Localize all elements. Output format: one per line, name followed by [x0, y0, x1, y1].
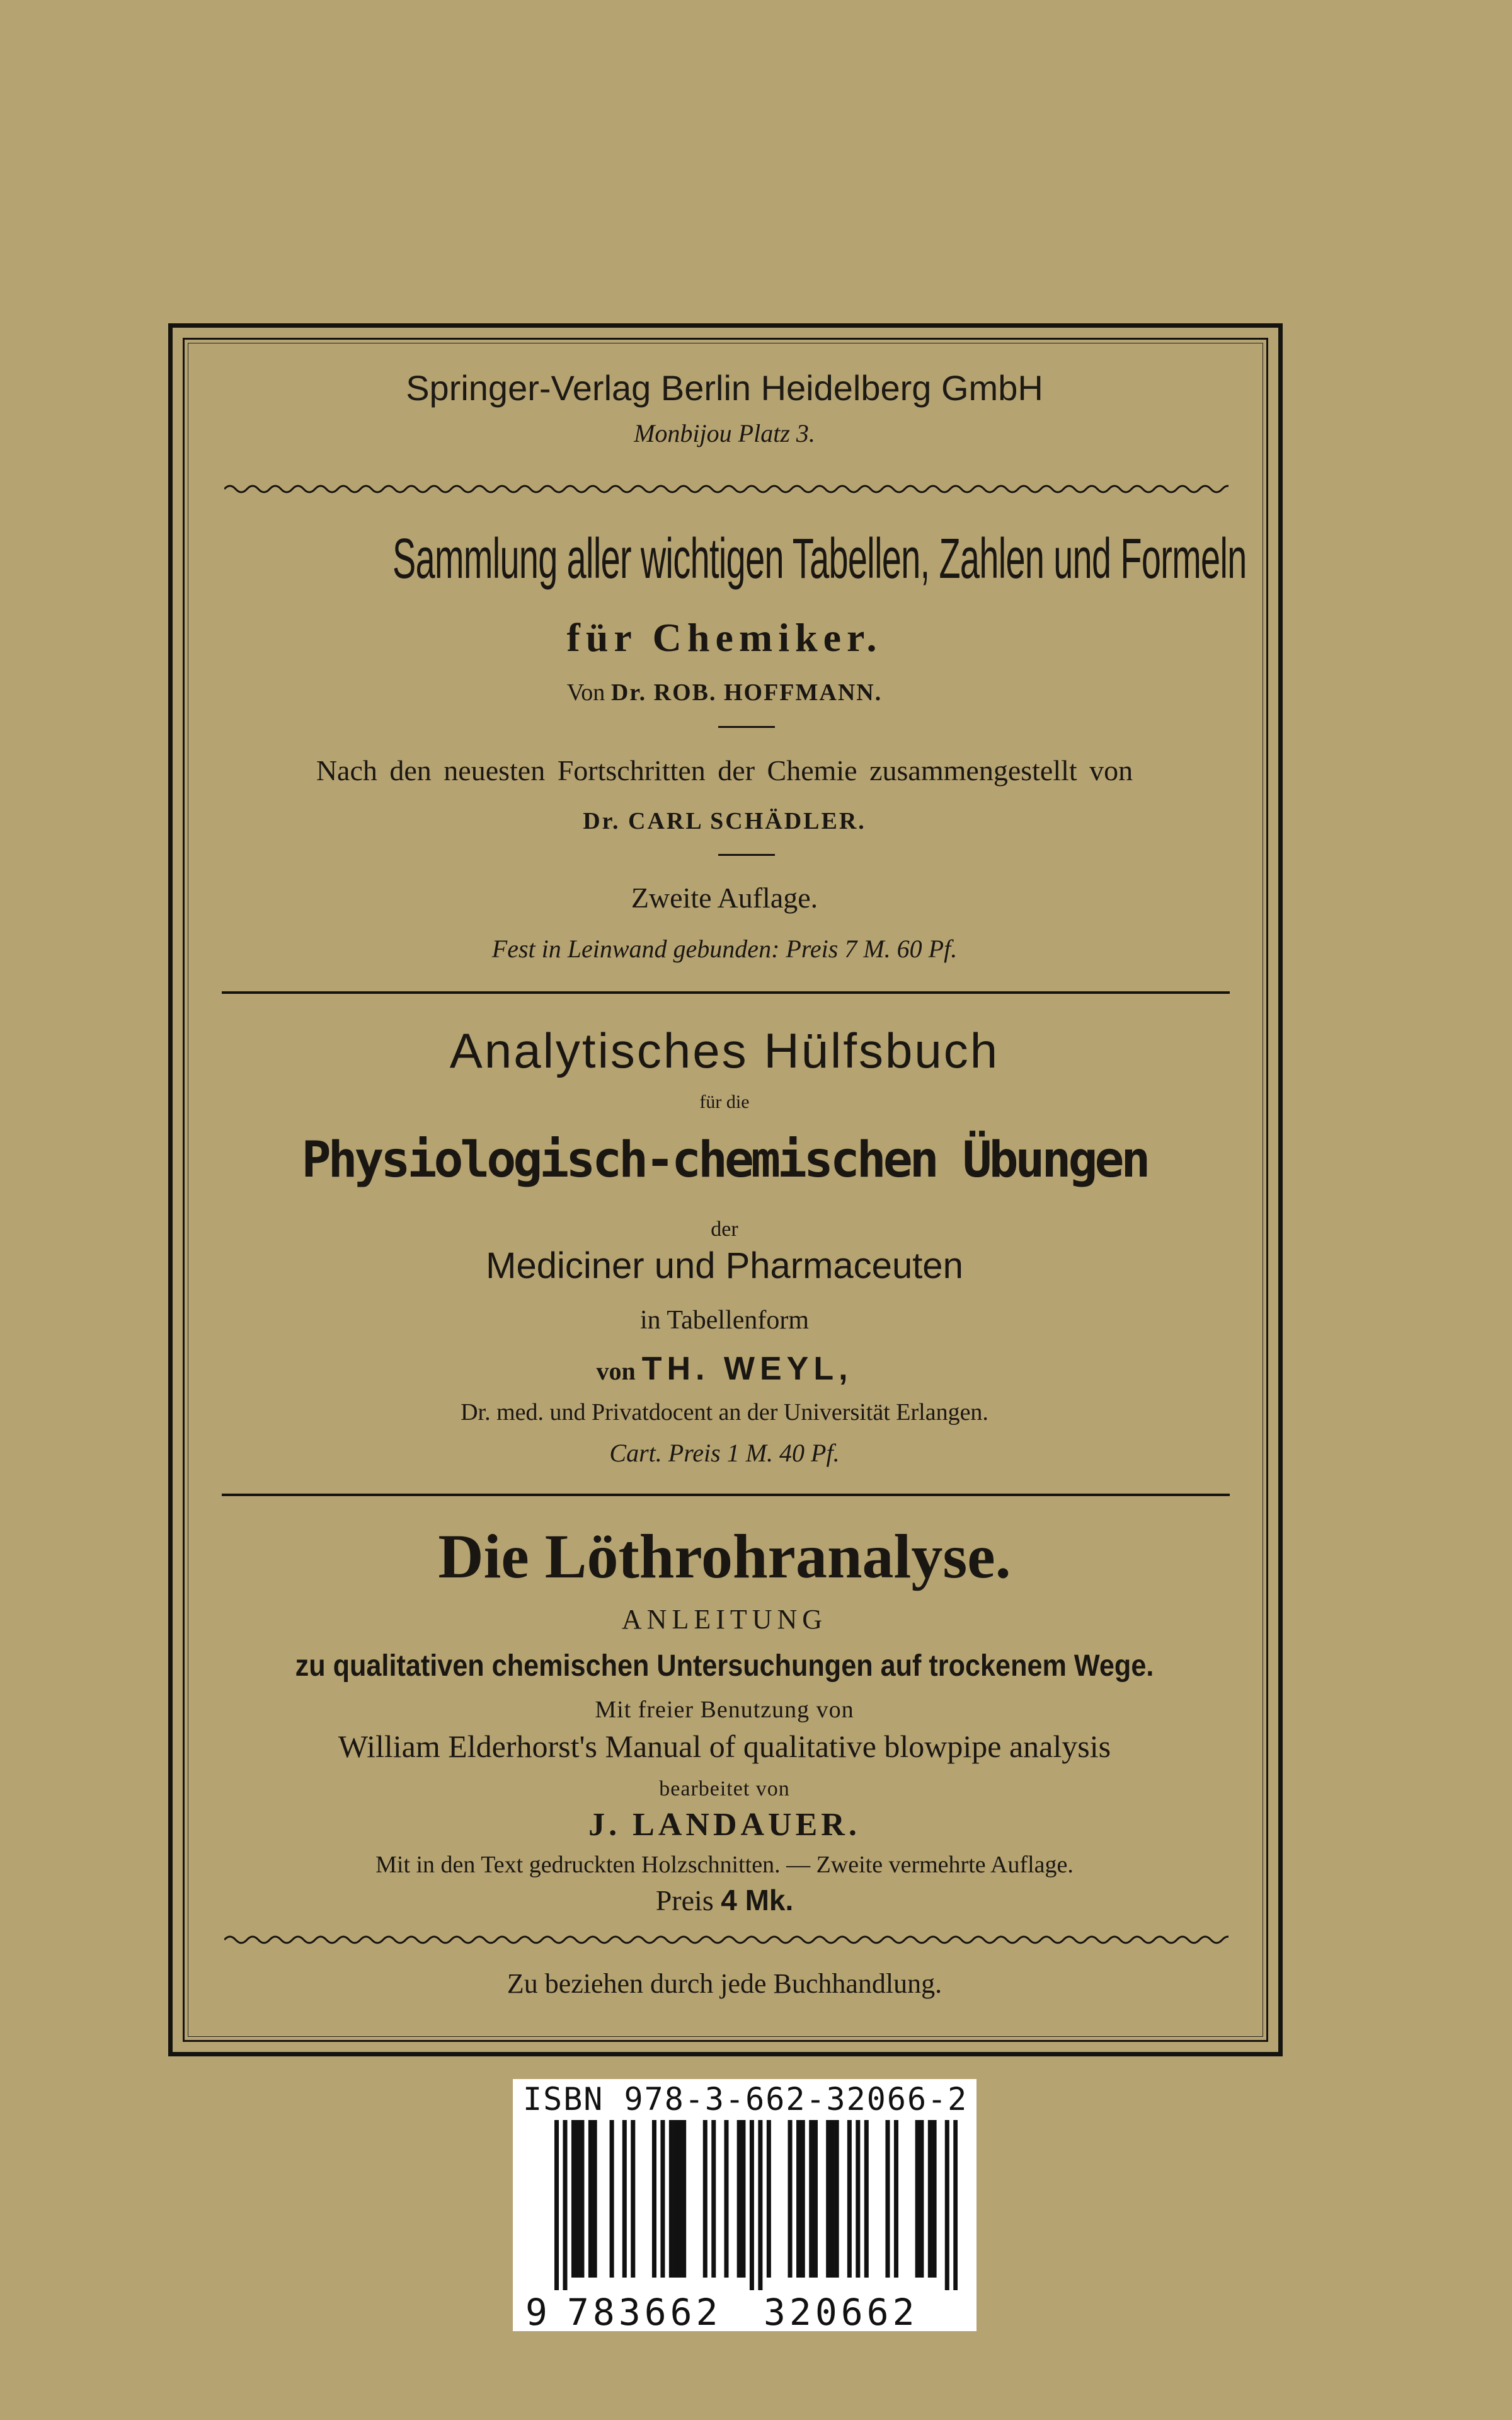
barcode-bar — [885, 2120, 890, 2278]
barcode-bar — [758, 2120, 762, 2290]
book3-description: zu qualitativen chemischen Untersuchungen auf trockenem Wege. — [295, 1649, 1154, 1683]
book3-subtitle: ANLEITUNG — [621, 1604, 828, 1635]
barcode-bar — [741, 2120, 745, 2278]
book1-subtitle: für Chemiker. — [566, 615, 883, 660]
divider-1 — [222, 991, 1230, 994]
barcode-bar — [622, 2120, 627, 2278]
book2-for: für die — [699, 1092, 750, 1112]
barcode-bar — [835, 2120, 839, 2278]
barcode-bar — [563, 2120, 567, 2290]
book2-form: in Tabellenform — [639, 1306, 810, 1335]
book2-subject: Physiologisch-chemischen Übungen — [301, 1132, 1148, 1189]
barcode-bar — [919, 2120, 924, 2278]
barcode-bar — [737, 2120, 742, 2278]
book2-title: Analytisches Hülfsbuch — [449, 1023, 1000, 1078]
barcode-bar — [571, 2120, 576, 2278]
book3-details: Mit in den Text gedruckten Holzschnitten. — Zweite vermehrte Auflage. — [375, 1852, 1074, 1878]
barcode-bar — [826, 2120, 830, 2278]
book3-price-value: 4 Mk. — [721, 1884, 794, 1916]
barcode-bar — [796, 2120, 801, 2278]
barcode-bar — [580, 2120, 584, 2278]
barcode-bar — [610, 2120, 614, 2278]
barcode-bar — [660, 2120, 665, 2278]
book3-note: Mit freier Benutzung von — [595, 1697, 854, 1723]
book2-audience: Mediciner und Pharmaceuten — [486, 1245, 963, 1286]
barcode-bar — [809, 2120, 813, 2278]
book2-author: TH. WEYL, — [641, 1351, 853, 1387]
book2-of: der — [711, 1218, 738, 1241]
barcode-bar — [928, 2120, 932, 2278]
barcode-bar — [673, 2120, 678, 2278]
barcode-bar — [864, 2120, 869, 2278]
barcode-bar — [554, 2120, 559, 2290]
barcode-bar — [593, 2120, 597, 2278]
barcode-bar — [682, 2120, 686, 2278]
book1-price: Fest in Leinwand gebunden: Preis 7 M. 60 Pf. — [491, 935, 958, 963]
book1-editor: Dr. CARL SCHÄDLER. — [583, 808, 866, 834]
book2-price: Cart. Preis 1 M. 40 Pf. — [609, 1439, 840, 1467]
barcode-bar — [724, 2120, 728, 2278]
footer-availability: Zu beziehen durch jede Buchhandlung. — [507, 1968, 942, 1999]
barcode-bar — [711, 2120, 716, 2278]
book1-title: Sammlung aller wichtigen Tabellen, Zahlen und Formeln — [392, 527, 1247, 591]
barcode-bar — [631, 2120, 635, 2278]
book1-edition: Zweite Auflage. — [631, 882, 818, 914]
barcode-bars — [554, 2120, 958, 2290]
book3-title: Die Löthrohranalyse. — [438, 1521, 1011, 1591]
book3-edited: bearbeitet von — [659, 1777, 790, 1801]
barcode-bar — [677, 2120, 682, 2278]
book1-author-line — [189, 681, 1260, 705]
barcode-bar — [588, 2120, 593, 2278]
book3-source: William Elderhorst's Manual of qualitative blowpipe analysis — [338, 1729, 1111, 1764]
barcode-bar — [915, 2120, 920, 2278]
book1-short-rule-2 — [718, 854, 775, 856]
barcode-bar — [830, 2120, 835, 2278]
book1-compiled: Nach den neuesten Fortschritten der Chemie zusammengestellt von — [316, 754, 1133, 786]
barcode-bar — [767, 2120, 771, 2278]
book3-price-line — [189, 1886, 1260, 1915]
barcode-bar — [813, 2120, 818, 2278]
barcode-digits-right: 320662 — [764, 2291, 919, 2334]
barcode-digits-left: 783662 — [567, 2291, 722, 2334]
book2-author-line — [189, 1352, 1260, 1385]
publisher-name: Springer-Verlag Berlin Heidelberg GmbH — [406, 368, 1043, 408]
book3-author: J. LANDAUER. — [588, 1807, 861, 1843]
barcode-bar — [801, 2120, 805, 2278]
barcode-bar — [847, 2120, 852, 2278]
barcode-bar — [945, 2120, 949, 2290]
barcode-bar — [788, 2120, 793, 2278]
barcode-digit-first: 9 — [525, 2291, 547, 2334]
barcode-bar — [703, 2120, 707, 2278]
barcode-bar — [652, 2120, 656, 2278]
book1-author: Dr. ROB. HOFFMANN. — [610, 679, 883, 706]
barcode-bar — [932, 2120, 937, 2278]
barcode-bar — [750, 2120, 754, 2290]
barcode-bar — [576, 2120, 580, 2278]
book2-credentials: Dr. med. und Privatdocent an der Universität Erlangen. — [461, 1399, 988, 1426]
barcode-bar — [953, 2120, 958, 2290]
barcode-bar — [856, 2120, 860, 2278]
book1-author-prefix: Von — [566, 679, 605, 706]
wavy-divider-bottom — [224, 1932, 1228, 1947]
isbn-label: ISBN 978-3-662-32066-2 — [523, 2081, 968, 2118]
publisher-address: Monbijou Platz 3. — [634, 419, 815, 447]
book3-price-label: Preis — [655, 1884, 714, 1916]
divider-2 — [222, 1494, 1230, 1496]
book2-author-prefix: von — [596, 1357, 636, 1385]
barcode-bar — [894, 2120, 898, 2278]
wavy-divider-top — [224, 481, 1228, 497]
book1-short-rule-1 — [718, 726, 775, 728]
barcode-bar — [669, 2120, 673, 2278]
